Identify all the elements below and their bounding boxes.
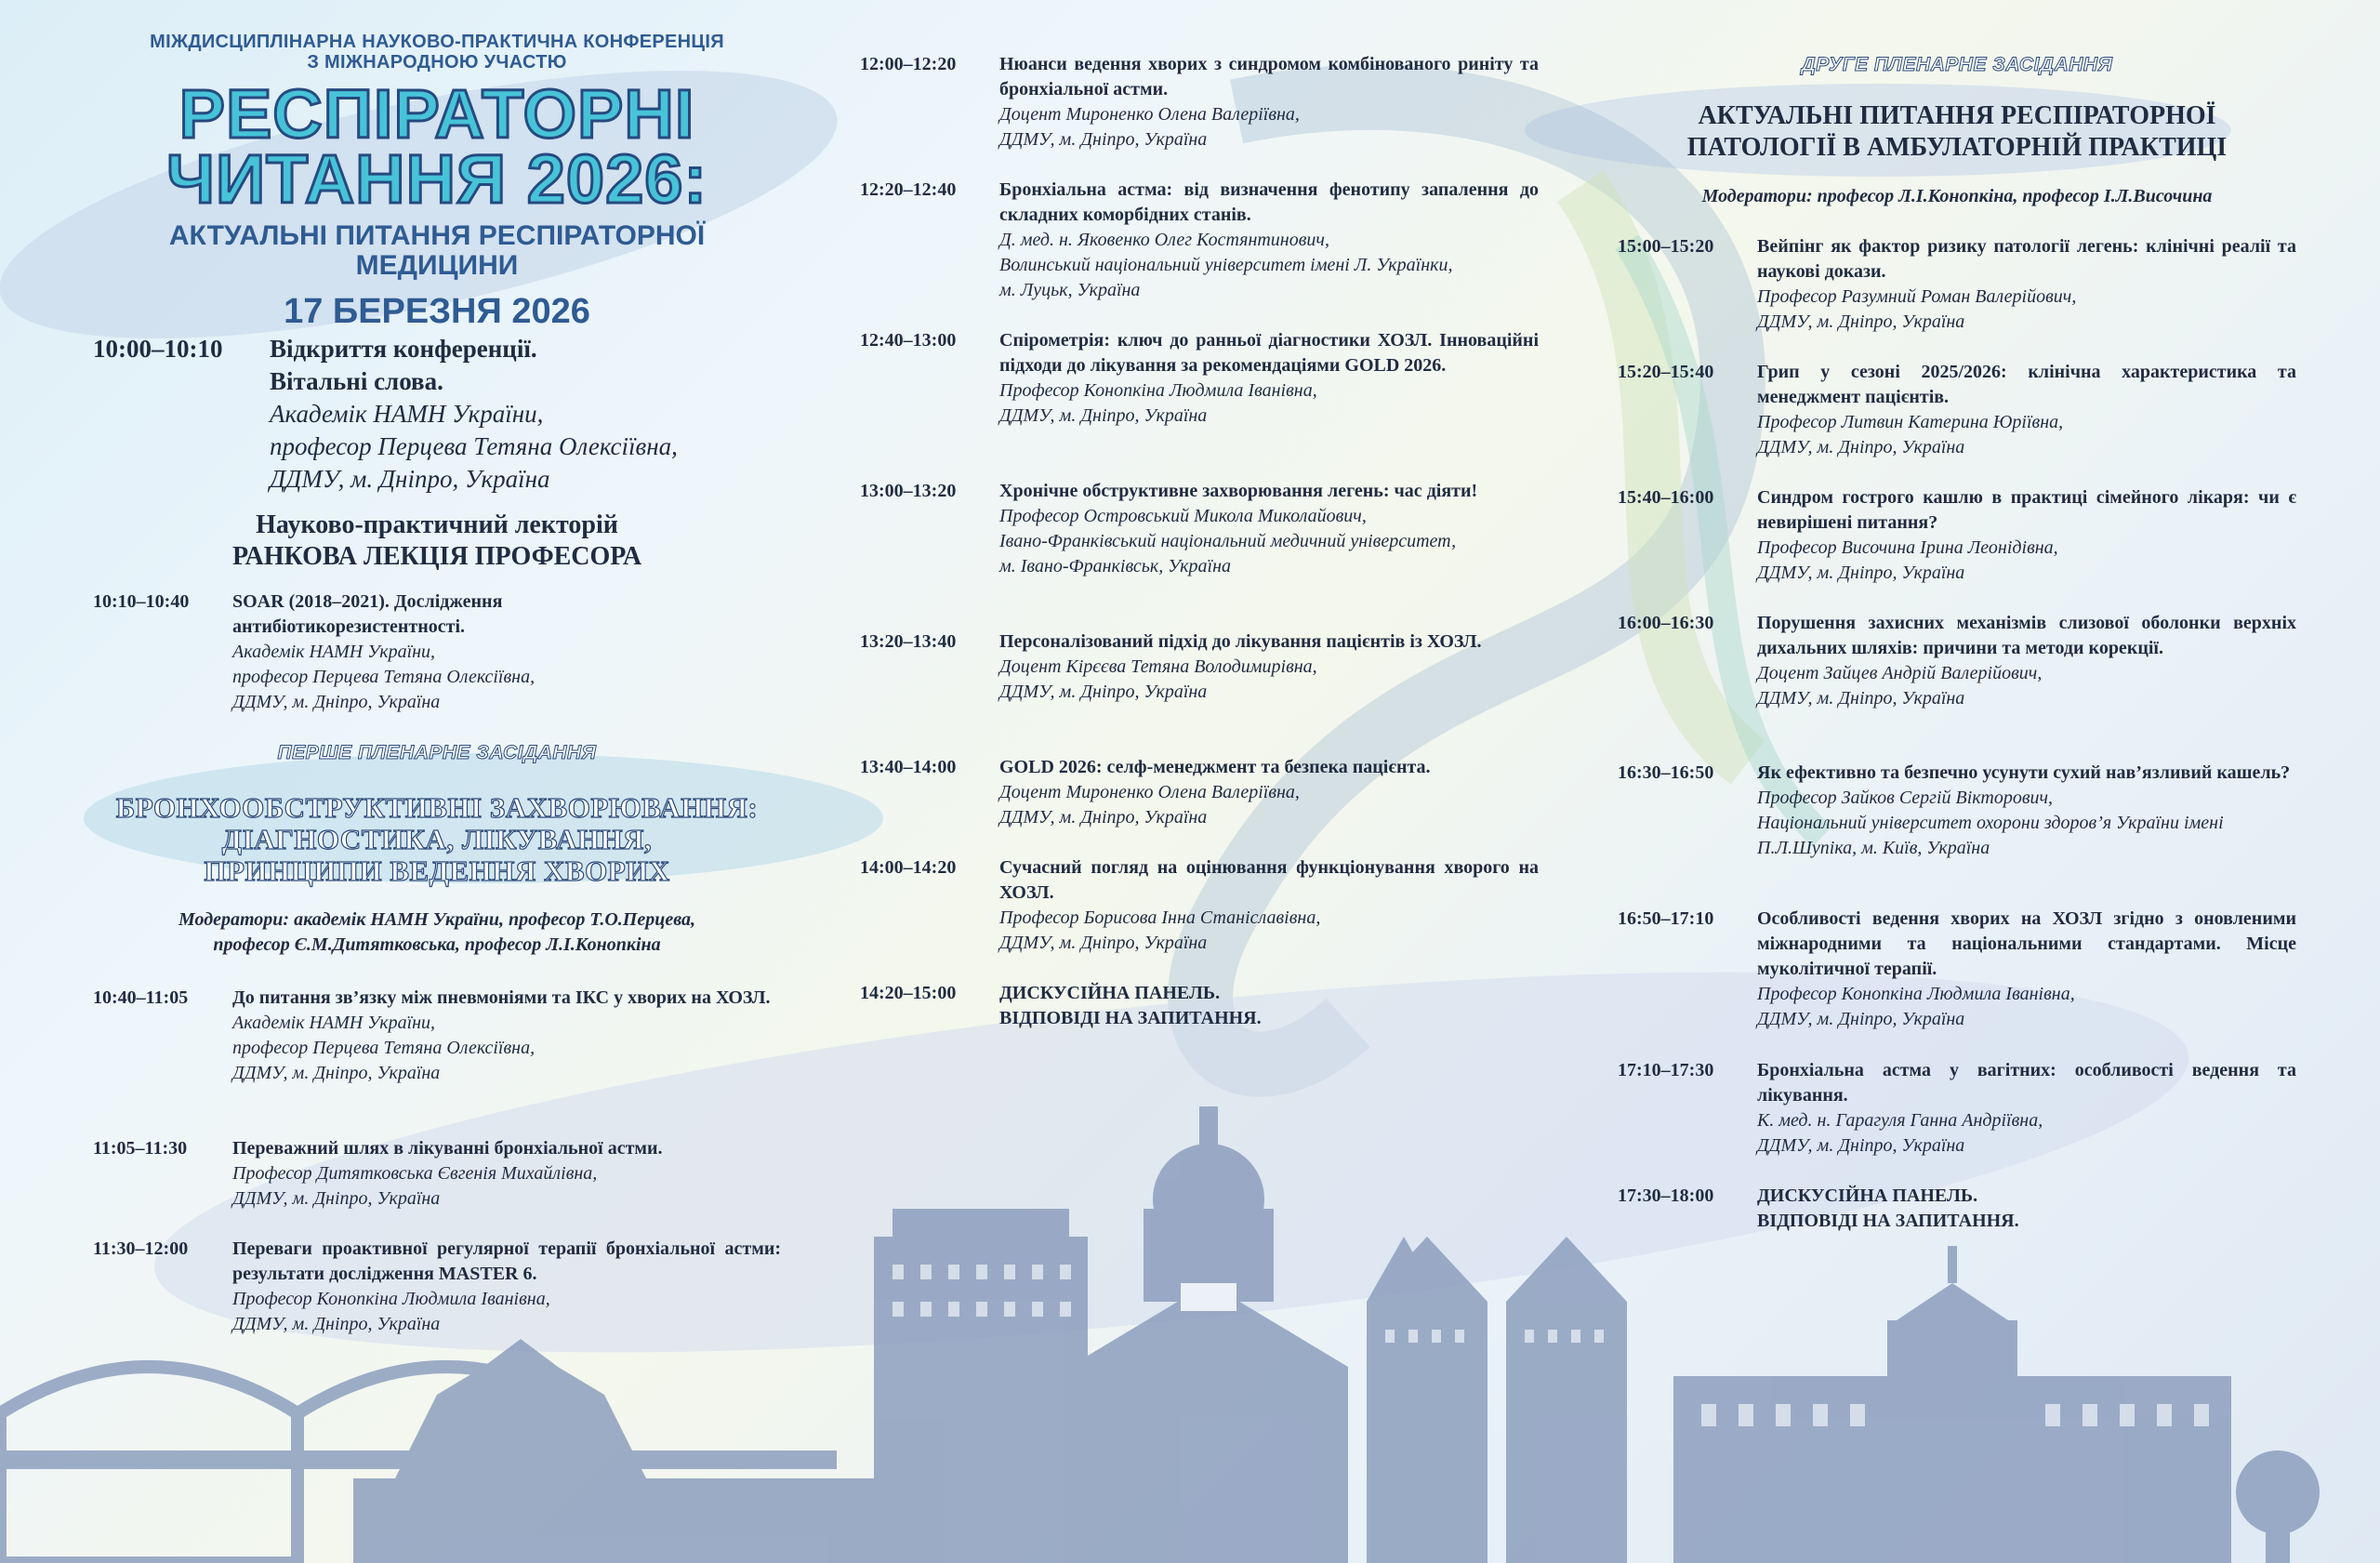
item-title: антибіотикорезистентності. (232, 616, 466, 637)
item-author: ДДМУ, м. Дніпро, Україна (232, 1314, 441, 1334)
item-author: Д. мед. н. Яковенко Олег Костянтинович, (999, 230, 1329, 250)
theme-line: ДІАГНОСТИКА, ЛІКУВАННЯ, (221, 823, 653, 855)
item-author: професор Перцева Тетяна Олексіївна, (270, 432, 678, 460)
item-title: Переваги проактивної регулярної терапії бронхіальної астми: результати дослідження MASTER 6. (232, 1238, 781, 1284)
item-author: ДДМУ, м. Дніпро, Україна (232, 1063, 441, 1083)
agenda-item (860, 855, 1539, 956)
conference-title (93, 75, 781, 218)
time: 16:30–16:50 (1618, 762, 1714, 783)
agenda-item (1618, 234, 2296, 335)
conference-subtitle (93, 221, 781, 281)
item-author: м. Луцьк, Україна (999, 280, 1141, 300)
agenda-item (1618, 1058, 2296, 1159)
title-line: РЕСПІРАТОРНІ (178, 75, 695, 152)
item-author: Професор Конопкіна Людмила Іванівна, (232, 1289, 550, 1309)
item-body (999, 629, 1539, 705)
item-body (232, 589, 781, 715)
item-author: Професор Конопкіна Людмила Іванівна, (999, 380, 1317, 401)
item-author: Професор Дитятковська Євгенія Михайлівна, (232, 1163, 598, 1184)
agenda-item (1618, 761, 2296, 861)
item-author: ДДМУ, м. Дніпро, Україна (999, 405, 1208, 426)
time: 15:00–15:20 (1618, 236, 1714, 257)
item-body (1757, 1184, 2296, 1234)
item-author: Професор Островський Микола Миколайович, (999, 506, 1367, 526)
soar-item (93, 589, 781, 715)
item-author: професор Перцева Тетяна Олексіївна, (232, 1038, 536, 1058)
title-line: ЧИТАННЯ 2026: (165, 140, 708, 218)
time: 13:20–13:40 (860, 631, 957, 652)
second-plenary-label: ДРУГЕ ПЛЕНАРНЕ ЗАСІДАННЯ (1801, 54, 2113, 75)
item-author: ДДМУ, м. Дніпро, Україна (999, 682, 1208, 702)
agenda-item (860, 52, 1539, 152)
agenda-item (93, 1136, 781, 1212)
time: 17:10–17:30 (1618, 1060, 1714, 1080)
item-title: Сучасний погляд на оцінювання функціонування хворого на ХОЗЛ. (999, 857, 1539, 903)
item-title: Синдром гострого кашлю в практиці сімейного лікаря: чи є невирішені питання? (1757, 487, 2296, 533)
theme-line: БРОНХООБСТРУКТИВНІ ЗАХВОРЮВАННЯ: (115, 791, 759, 824)
theme-line: ПАТОЛОГІЇ В АМБУЛАТОРНІЙ ПРАКТИЦІ (1686, 133, 2228, 162)
time: 10:10–10:40 (93, 591, 190, 612)
item-title: Бронхіальна астма: від визначення фенотипу запалення до складних коморбідних станів. (999, 179, 1539, 225)
first-plenary-theme (93, 792, 781, 887)
conference-type-line: З МІЖНАРОДНОЮ УЧАСТЮ (307, 52, 567, 73)
agenda-item (1618, 485, 2296, 586)
item-body (1757, 485, 2296, 586)
item-title: Порушення захисних механізмів слизової оболонки верхніх дихальних шляхів: причини та методи корекції. (1757, 613, 2296, 658)
time: 14:00–14:20 (860, 857, 957, 878)
item-author: ДДМУ, м. Дніпро, Україна (999, 807, 1208, 828)
item-title: ДИСКУСІЙНА ПАНЕЛЬ. (999, 983, 1221, 1003)
time: 11:05–11:30 (93, 1138, 188, 1159)
agenda-item (860, 755, 1539, 830)
time: 11:30–12:00 (93, 1238, 189, 1259)
subtitle-line: МЕДИЦИНИ (355, 250, 519, 281)
first-plenary-label: ПЕРШЕ ПЛЕНАРНЕ ЗАСІДАННЯ (277, 742, 597, 763)
second-plenary-theme (1618, 100, 2296, 164)
conference-date: 17 БЕРЕЗНЯ 2026 (284, 292, 590, 331)
moderators-line: Модератори: академік НАМН України, професор Т.О.Перцева, (178, 909, 696, 930)
item-title: SOAR (2018–2021). Дослідження (232, 591, 503, 612)
item-title: Спірометрія: ключ до ранньої діагностики ХОЗЛ. Інноваційні підходи до лікування за рекомендаціями GOLD 2026. (999, 330, 1539, 376)
item-title: GOLD 2026: селф-менеджмент та безпека пацієнта. (999, 757, 1431, 777)
item-author: ДДМУ, м. Дніпро, Україна (1757, 1135, 1965, 1156)
item-author: Доцент Кірєєва Тетяна Володимирівна, (999, 656, 1317, 677)
item-title: Хронічне обструктивне захворювання легень: час діяти! (999, 481, 1478, 501)
item-author: Івано-Франківський національний медичний університет, (999, 531, 1457, 551)
item-title: Персоналізований підхід до лікування пацієнтів із ХОЗЛ. (999, 631, 1482, 652)
item-author: Професор Конопкіна Людмила Іванівна, (1757, 984, 2075, 1004)
item-title: Бронхіальна астма у вагітних: особливості ведення та лікування. (1757, 1060, 2296, 1106)
lectorium-heading (93, 510, 781, 573)
time: 13:40–14:00 (860, 757, 957, 777)
item-author: Професор Разумний Роман Валерійович, (1757, 286, 2077, 307)
item-author: ДДМУ, м. Дніпро, Україна (232, 1188, 441, 1209)
item-author: Професор Зайков Сергій Вікторович, (1757, 788, 2054, 808)
item-title: ДИСКУСІЙНА ПАНЕЛЬ. (1757, 1185, 1978, 1206)
item-author: ДДМУ, м. Дніпро, Україна (1757, 1009, 1965, 1029)
agenda-item (860, 479, 1539, 579)
item-body (999, 328, 1539, 429)
item-author: Доцент Мироненко Олена Валеріївна, (999, 782, 1300, 802)
item-title: Вейпінг як фактор ризику патології легень: клінічні реалії та наукові докази. (1757, 236, 2296, 282)
item-body (999, 178, 1539, 303)
item-body (1757, 360, 2296, 460)
lectorium-line: РАНКОВА ЛЕКЦІЯ ПРОФЕСОРА (231, 542, 642, 571)
moderators-line: професор Є.М.Дитятковська, професор Л.І.Конопкіна (213, 934, 661, 955)
discussion-panel-item (860, 981, 1539, 1031)
item-author: ДДМУ, м. Дніпро, Україна (999, 129, 1208, 150)
item-title: Нюанси ведення хворих з синдромом комбінованого риніту та бронхіальної астми. (999, 54, 1539, 99)
item-body (270, 333, 781, 496)
item-body (232, 986, 781, 1086)
time: 12:00–12:20 (860, 54, 957, 74)
item-title: ВІДПОВІДІ НА ЗАПИТАННЯ. (1757, 1211, 2019, 1231)
item-body (232, 1237, 781, 1337)
item-body (1757, 907, 2296, 1032)
second-plenary-moderators: Модератори: професор Л.І.Конопкіна, професор І.Л.Височина (1701, 186, 2213, 206)
item-title: Як ефективно та безпечно усунути сухий нав’язливий кашель? (1757, 762, 2291, 783)
item-author: Академік НАМН України, (270, 400, 544, 428)
time: 15:40–16:00 (1618, 487, 1714, 508)
theme-line: ПРИНЦИПИ ВЕДЕННЯ ХВОРИХ (204, 854, 670, 887)
item-author: Доцент Зайцев Андрій Валерійович, (1757, 663, 2043, 683)
item-title: Відкриття конференції. (270, 335, 537, 363)
conference-type-line: МІЖДИСЦИПЛІНАРНА НАУКОВО-ПРАКТИЧНА КОНФЕРЕНЦІЯ (150, 32, 724, 52)
item-author: Професор Литвин Катерина Юріївна, (1757, 412, 2064, 432)
agenda-item (93, 986, 781, 1086)
item-body (999, 855, 1539, 956)
time: 10:40–11:05 (93, 987, 189, 1008)
item-body (999, 981, 1539, 1031)
time: 14:20–15:00 (860, 983, 957, 1003)
item-author: Волинський національний університет імені Л. Українки, (999, 255, 1453, 275)
discussion-panel-item (1618, 1184, 2296, 1234)
item-body (232, 1136, 781, 1212)
conference-header (93, 32, 781, 332)
conference-type (93, 32, 781, 73)
item-body (999, 479, 1539, 579)
time: 12:40–13:00 (860, 330, 957, 351)
left-column (93, 0, 781, 1334)
time: 16:00–16:30 (1618, 613, 1714, 633)
time: 10:00–10:10 (93, 335, 223, 363)
item-author: Професор Височина Ірина Леонідівна, (1757, 537, 2058, 558)
item-author: ДДМУ, м. Дніпро, Україна (1757, 437, 1965, 457)
first-plenary-moderators (93, 907, 781, 958)
opening-item (93, 333, 781, 496)
item-title: Грип у сезоні 2025/2026: клінічна характеристика та менеджмент пацієнтів. (1757, 362, 2296, 407)
agenda-item (1618, 360, 2296, 460)
time: 13:00–13:20 (860, 481, 957, 501)
item-author: професор Перцева Тетяна Олексіївна, (232, 667, 536, 687)
item-author: К. мед. н. Гарагуля Ганна Андріївна, (1757, 1110, 2043, 1131)
item-title: Вітальні слова. (270, 367, 443, 395)
item-body (999, 755, 1539, 830)
item-author: ДДМУ, м. Дніпро, Україна (270, 465, 550, 493)
item-title: Переважний шлях в лікуванні бронхіальної астми. (232, 1138, 663, 1159)
item-author: ДДМУ, м. Дніпро, Україна (1757, 563, 1965, 583)
item-body (1757, 611, 2296, 711)
item-author: ДДМУ, м. Дніпро, Україна (999, 933, 1208, 953)
item-author: Професор Борисова Інна Станіславівна, (999, 907, 1321, 928)
time: 17:30–18:00 (1618, 1185, 1714, 1206)
subtitle-line: АКТУАЛЬНІ ПИТАННЯ РЕСПІРАТОРНОЇ (168, 220, 706, 251)
agenda-item (860, 629, 1539, 705)
time: 15:20–15:40 (1618, 362, 1714, 382)
item-body (999, 52, 1539, 152)
agenda-item (860, 178, 1539, 303)
item-author: Академік НАМН України, (232, 642, 436, 662)
item-title: ВІДПОВІДІ НА ЗАПИТАННЯ. (999, 1008, 1262, 1028)
agenda-item (1618, 611, 2296, 711)
item-body (1757, 761, 2296, 861)
item-author: м. Івано-Франківськ, Україна (999, 556, 1232, 576)
item-author: Національний університет охорони здоров’я України імені П.Л.Шупіка, м. Київ, Україна (1757, 813, 2224, 858)
item-author: ДДМУ, м. Дніпро, Україна (1757, 311, 1965, 332)
item-author: Доцент Мироненко Олена Валеріївна, (999, 104, 1300, 125)
agenda-item (93, 1237, 781, 1337)
theme-line: АКТУАЛЬНІ ПИТАННЯ РЕСПІРАТОРНОЇ (1698, 101, 2216, 130)
item-author: ДДМУ, м. Дніпро, Україна (232, 692, 441, 712)
agenda-item (860, 328, 1539, 429)
item-body (1757, 234, 2296, 335)
item-author: Академік НАМН України, (232, 1013, 436, 1033)
time: 16:50–17:10 (1618, 908, 1714, 929)
item-author: ДДМУ, м. Дніпро, Україна (1757, 688, 1965, 709)
time: 12:20–12:40 (860, 179, 957, 200)
lectorium-line: Науково-практичний лекторій (256, 510, 618, 539)
item-title: До питання зв’язку між пневмоніями та ІКС у хворих на ХОЗЛ. (232, 987, 771, 1008)
agenda-item (1618, 907, 2296, 1032)
item-body (1757, 1058, 2296, 1159)
item-title: Особливості ведення хворих на ХОЗЛ згідно з оновленими міжнародними та національними стандартами. Місце муколітичної терапії. (1757, 908, 2296, 979)
